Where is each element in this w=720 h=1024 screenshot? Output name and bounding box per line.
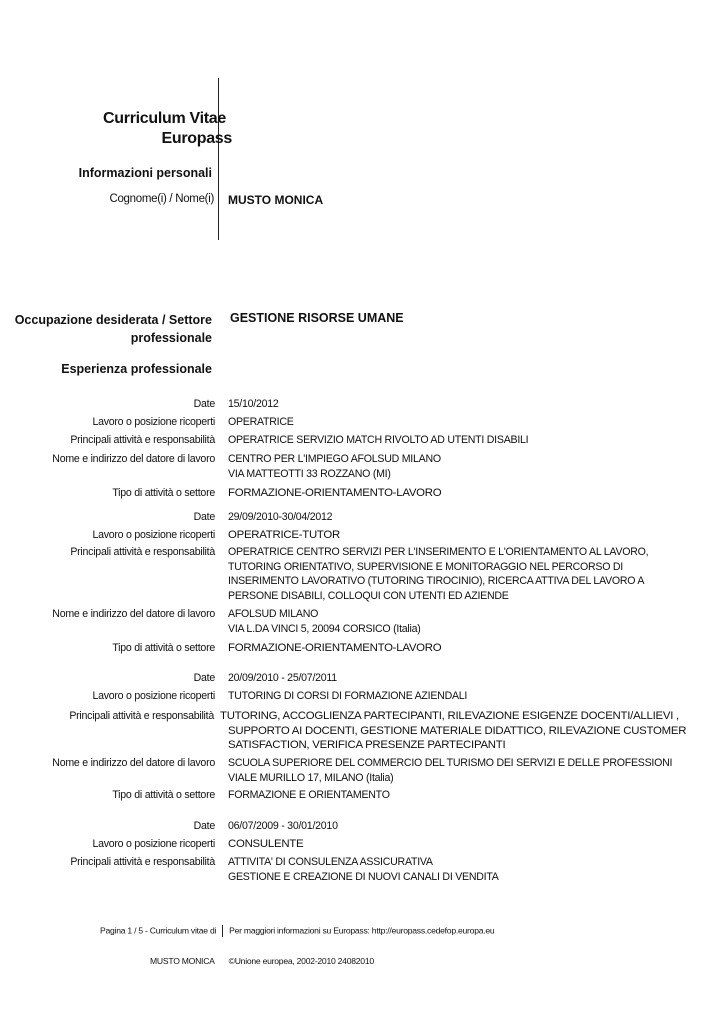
entry-3-date xyxy=(228,671,708,686)
entry-2-sector xyxy=(228,641,708,656)
entry-2-date xyxy=(228,510,708,525)
entry-1-employer-label: Nome e indirizzo del datore di lavoro xyxy=(52,453,215,465)
entry-3-role-label: Lavoro o posizione ricoperti xyxy=(92,690,215,702)
entry-4-activities-label: Principali attività e responsabilità xyxy=(70,856,215,868)
entry-3-role xyxy=(228,689,708,704)
entry-3-employer xyxy=(228,756,708,785)
entry-4-role-text: CONSULENTE xyxy=(228,838,304,850)
footer-copyright: ©Unione europea, 2002-2010 24082010 xyxy=(228,956,374,966)
entry-2-activities-line: OPERATRICE CENTRO SERVIZI PER L'INSERIMENTO E L'ORIENTAMENTO AL LAVORO, xyxy=(228,546,649,558)
entry-2-sector-label: Tipo di attività o settore xyxy=(112,642,215,654)
occupation-label: Occupazione desiderata / Settore professionale xyxy=(14,313,212,345)
page-footer-bottom xyxy=(150,956,388,966)
entry-2-sector-text: FORMAZIONE-ORIENTAMENTO-LAVORO xyxy=(228,642,442,654)
entry-3-activities-line: TUTORING, ACCOGLIENZA PARTECIPANTI, RILEVAZIONE ESIGENZE DOCENTI/ALLIEVI , xyxy=(220,710,679,722)
entry-1-role-label: Lavoro o posizione ricoperti xyxy=(92,416,215,428)
name-value: MUSTO MONICA xyxy=(228,193,324,207)
footer-name: MUSTO MONICA xyxy=(150,956,215,966)
entry-2-activities-label: Principali attività e responsabilità xyxy=(70,546,215,558)
entry-1-sector-label: Tipo di attività o settore xyxy=(112,487,215,499)
entry-3-employer-line: SCUOLA SUPERIORE DEL COMMERCIO DEL TURISMO DEI SERVIZI E DELLE PROFESSIONI xyxy=(228,757,673,769)
entry-4-activities xyxy=(228,855,708,884)
entry-3-employer-label: Nome e indirizzo del datore di lavoro xyxy=(52,757,215,769)
name-label: Cognome(i) / Nome(i) xyxy=(109,193,214,205)
occupation-value: GESTIONE RISORSE UMANE xyxy=(230,311,404,325)
entry-4-date xyxy=(228,819,708,834)
entry-1-sector xyxy=(228,486,708,501)
entry-2-date-text: 29/09/2010-30/04/2012 xyxy=(228,511,333,523)
entry-1-employer-line: CENTRO PER L'IMPIEGO AFOLSUD MILANO xyxy=(228,453,441,465)
entry-2-activities-line: PERSONE DISABILI, COLLOQUI CON UTENTI ED AZIENDE xyxy=(228,589,509,602)
entry-2-date-label: Date xyxy=(193,511,215,523)
entry-4-role xyxy=(228,837,708,852)
entry-2-activities-line: INSERIMENTO LAVORATIVO (TUTORING TIROCINIO), RICERCA ATTIVA DEL LAVORO A xyxy=(228,575,645,588)
entry-4-date-text: 06/07/2009 - 30/01/2010 xyxy=(228,820,338,832)
entry-3-date-text: 20/09/2010 - 25/07/2011 xyxy=(228,672,337,684)
entry-1-sector-text: FORMAZIONE-ORIENTAMENTO-LAVORO xyxy=(228,487,442,499)
entry-2-employer xyxy=(228,607,708,636)
entry-3-role-text: TUTORING DI CORSI DI FORMAZIONE AZIENDALI xyxy=(228,690,468,702)
entry-2-role-label: Lavoro o posizione ricoperti xyxy=(92,529,215,541)
entry-2-role xyxy=(228,528,708,543)
entry-3-sector-label: Tipo di attività o settore xyxy=(112,789,215,801)
entry-1-role-text: OPERATRICE xyxy=(228,416,294,428)
cv-subtitle: Europass xyxy=(161,130,232,147)
section-personal-info: Informazioni personali xyxy=(78,166,212,180)
entry-3-sector-text: FORMAZIONE E ORIENTAMENTO xyxy=(228,789,390,801)
entry-3-activities xyxy=(220,709,700,753)
entry-2-employer-line: AFOLSUD MILANO xyxy=(228,608,319,620)
entry-1-activities-label: Principali attività e responsabilità xyxy=(70,434,215,446)
entry-3-sector xyxy=(228,788,708,803)
footer-separator xyxy=(222,925,223,937)
entry-3-activities-line: SUPPORTO AI DOCENTI, GESTIONE MATERIALE DIDATTICO, RILEVAZIONE CUSTOMER xyxy=(228,724,687,737)
entry-3-activities-line: SATISFACTION, VERIFICA PRESENZE PARTECIPANTI xyxy=(228,739,506,752)
entry-1-activities-line: OPERATRICE SERVIZIO MATCH RIVOLTO AD UTENTI DISABILI xyxy=(228,434,529,446)
entry-4-activities-line: ATTIVITA' DI CONSULENZA ASSICURATIVA xyxy=(228,856,433,868)
entry-2-activities-line: TUTORING ORIENTATIVO, SUPERVISIONE E MONITORAGGIO NEL PERCORSO DI xyxy=(228,560,624,573)
entry-1-date-label: Date xyxy=(193,398,215,410)
section-experience: Esperienza professionale xyxy=(61,362,212,376)
entry-3-activities-label: Principali attività e responsabilità xyxy=(69,710,214,722)
entry-2-employer-label: Nome e indirizzo del datore di lavoro xyxy=(52,608,215,620)
entry-2-role-text: OPERATRICE-TUTOR xyxy=(228,529,341,541)
entry-1-activities xyxy=(228,433,708,448)
entry-2-employer-line: VIA L.DA VINCI 5, 20094 CORSICO (Italia) xyxy=(228,622,421,635)
page-footer xyxy=(100,925,494,937)
entry-3-date-label: Date xyxy=(193,672,215,684)
entry-1-date xyxy=(228,397,708,412)
entry-4-activities-line: GESTIONE E CREAZIONE DI NUOVI CANALI DI VENDITA xyxy=(228,870,499,883)
footer-europass-link[interactable]: Per maggiori informazioni su Europass: http://europass.cedefop.europa.eu xyxy=(229,925,495,936)
entry-3-employer-line: VIALE MURILLO 17, MILANO (Italia) xyxy=(228,771,394,784)
entry-4-date-label: Date xyxy=(193,820,215,832)
entry-1-employer-line: VIA MATTEOTTI 33 ROZZANO (MI) xyxy=(228,467,391,480)
entry-1-employer xyxy=(228,452,708,481)
entry-4-role-label: Lavoro o posizione ricoperti xyxy=(92,838,215,850)
header-divider-line xyxy=(218,78,219,240)
footer-page-info: Pagina 1 / 5 - Curriculum vitae di xyxy=(100,925,217,936)
entry-2-activities xyxy=(228,545,708,603)
cv-title: Curriculum Vitae xyxy=(103,110,226,127)
entry-1-date-text: 15/10/2012 xyxy=(228,398,279,410)
entry-1-role xyxy=(228,415,708,430)
